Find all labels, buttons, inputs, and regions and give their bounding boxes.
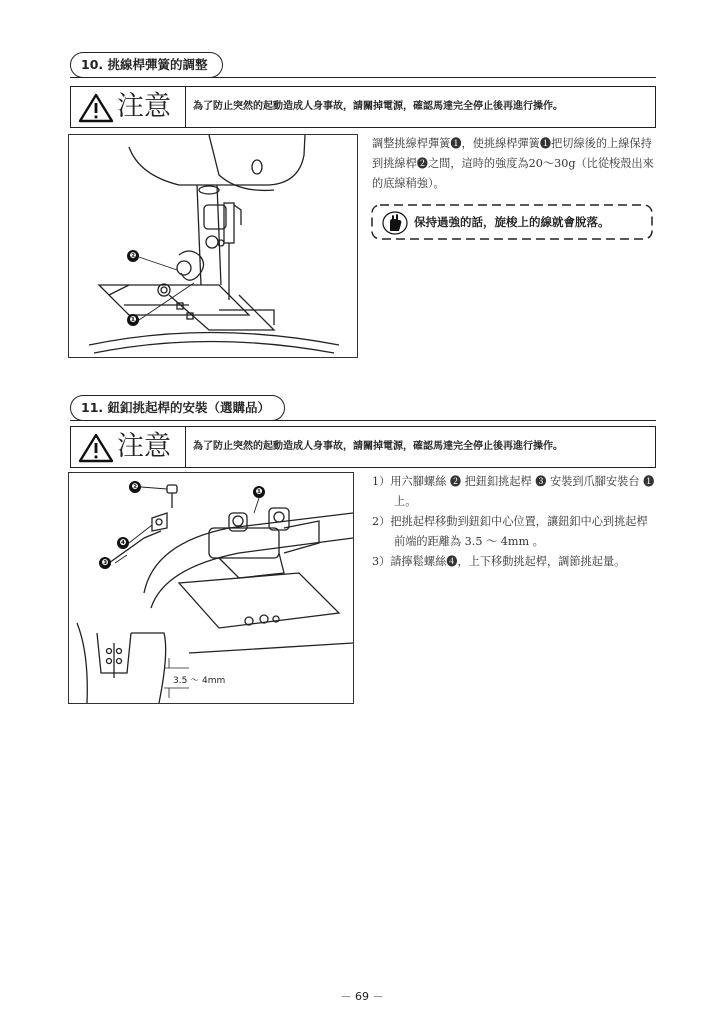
- step-3: [372, 552, 658, 572]
- section-10-header: [70, 52, 656, 78]
- figure-button-lifter: [68, 472, 354, 704]
- callout-1: ❶: [127, 314, 139, 326]
- step-text: 安裝到爪腳安裝台: [546, 475, 644, 488]
- caution-text: 為了防止突然的起動造成人身事故，請關掉電源，確認馬達完全停止後再進行操作。: [193, 441, 563, 452]
- step-number: 2）: [372, 515, 391, 528]
- caution-text: 為了防止突然的起動造成人身事故，請關掉電源，確認馬達完全停止後再進行操作。: [193, 101, 563, 112]
- caution-banner-1: [70, 86, 656, 128]
- ref-marker-3: ❸: [535, 475, 547, 488]
- figure-thread-spring: [68, 134, 358, 358]
- page-number: － 69 －: [340, 990, 384, 1003]
- note-box: [370, 203, 654, 241]
- step-1: [372, 472, 658, 512]
- step-text: 用六腳螺絲: [390, 475, 450, 488]
- button-lifter-diagram: [69, 473, 353, 703]
- step-number: 3）: [372, 555, 391, 568]
- caution-word: 注意: [117, 431, 171, 462]
- caution-label: [71, 87, 186, 127]
- step-text: 請擰鬆螺絲: [390, 555, 447, 568]
- ref-marker-1: ❶: [539, 137, 552, 150]
- callout-3: ❸: [99, 557, 111, 569]
- ref-marker-4: ❹: [446, 555, 458, 568]
- section-11-title: 11. 鈕釦挑起桿的安裝（選購品）: [70, 395, 285, 421]
- ref-marker-2: ❷: [449, 475, 462, 488]
- step-text: ，上下移動挑起桿，調節挑起量。: [457, 555, 626, 568]
- caution-label: [71, 427, 186, 467]
- step-text: 把鈕釦挑起桿: [461, 475, 536, 488]
- step-text: 把挑起桿移動到鈕釦中心位置，讓鈕釦中心到挑起桿前端的距離為 3.5 ～ 4mm 。: [390, 515, 648, 548]
- step-text: 上。: [394, 495, 417, 508]
- callout-1: ❶: [253, 486, 265, 498]
- section-10-body: [372, 134, 658, 194]
- section-10-title: 10. 挑線桿彈簧的調整: [70, 52, 223, 78]
- note-text: 保持過強的話，旋梭上的線就會脫落。: [414, 215, 610, 229]
- body-text-part: 之間，這時的強度為20～30g（比從梭殼出來的底線稍強）。: [372, 157, 654, 190]
- section-11-header: [70, 395, 656, 421]
- caution-word: 注意: [117, 91, 171, 122]
- callout-4: ❹: [117, 537, 129, 549]
- warning-icon: [78, 93, 114, 123]
- hand-caution-icon: [382, 211, 408, 235]
- ref-marker-1: ❶: [450, 137, 462, 150]
- dimension-label: 3.5 ～ 4mm: [173, 676, 226, 686]
- caution-banner-2: [70, 426, 656, 468]
- section-11-steps: [372, 472, 658, 572]
- callout-2: ❷: [129, 481, 141, 493]
- warning-icon: [78, 433, 114, 463]
- body-text-part: 把切線後的上線保持到挑線桿: [372, 137, 652, 170]
- step-number: 1）: [372, 475, 391, 488]
- body-text-part: 調整挑線桿彈簧: [372, 137, 451, 150]
- ref-marker-1: ❶: [643, 475, 655, 488]
- thread-spring-diagram: [69, 135, 357, 357]
- step-2: [372, 512, 658, 552]
- ref-marker-2: ❷: [416, 157, 428, 170]
- callout-2: ❷: [127, 250, 139, 262]
- body-text-part: ，使挑線桿彈簧: [461, 137, 540, 150]
